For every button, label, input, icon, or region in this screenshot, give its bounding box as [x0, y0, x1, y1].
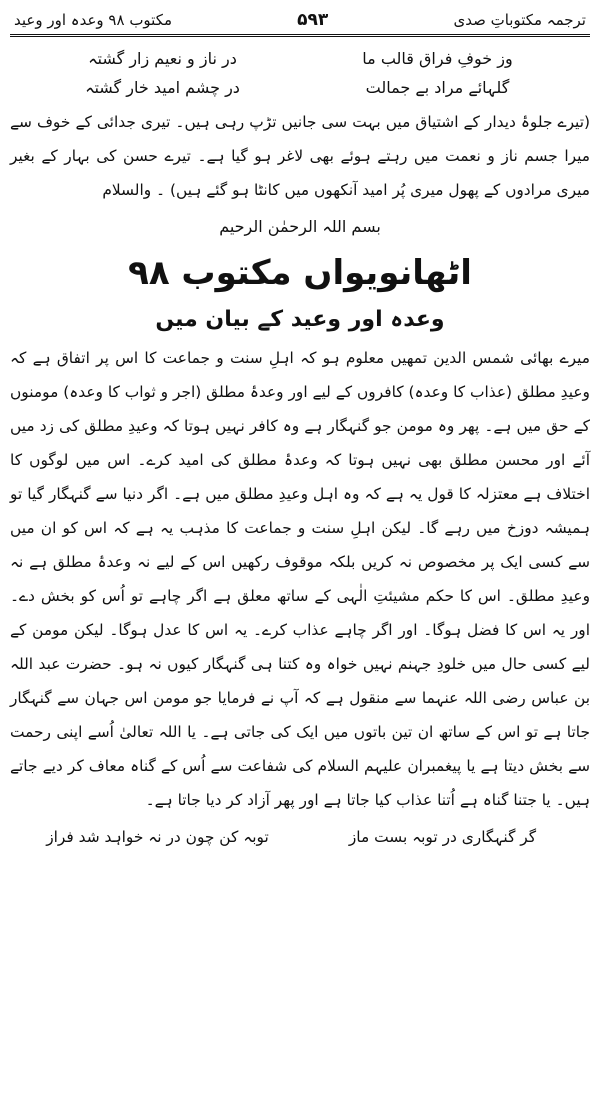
page-number: ۵۹۳ [297, 10, 329, 30]
couplet-line: وز خوفِ فراق قالب ما [362, 49, 513, 68]
couplet-line: در چشم امید خار گشتہ [85, 78, 240, 97]
running-header [10, 6, 590, 37]
closing-couplet [30, 821, 570, 853]
bismillah: بسم اللہ الرحمٰن الرحیم [219, 217, 381, 236]
persian-couplet [40, 49, 560, 97]
couplet-line: گلہائے مراد بے جمالت [365, 78, 510, 97]
header-chapter-title: مکتوب ۹۸ وعدہ اور وعید [14, 11, 173, 29]
closing-line: گر گنہگاری در توبہ بست ماز [348, 828, 537, 846]
closing-line: توبہ کن چون در نہ خواہد شد فراز [46, 828, 269, 846]
couplet-translation: (تیرے جلوۂ دیدار کے اشتیاق میں بہت سی جانیں تڑپ رہی ہیں۔ تیری جدائی کے خوف سے میرا جسم ناز و نعمت میں رہتے ہوئے بھی لاغر ہو گیا ہے۔ تیرے حسن کی بہار کے بغیر میری مرادوں کے پھول میری پُر امید آنکھوں میں کانٹا ہو گئے ہیں) ۔ والسلام [10, 113, 590, 199]
letter-subtitle: وعدہ اور وعید کے بیان میں [155, 307, 445, 332]
header-book-title: ترجمہ مکتوباتِ صدی [453, 11, 586, 29]
letter-body: میرے بھائی شمس الدین تمھیں معلوم ہو کہ اہلِ سنت و جماعت کا اس پر اتفاق ہے کہ وعیدِ مطلق (عذاب کا وعدہ) کافروں کے لیے اور وعدۂ مطلق (اجر و ثواب کا وعدہ) مومنوں کے حق میں ہے۔ پھر وہ مومن جو گنہگار ہے وہ کافر نہیں ہوتا کہ وعیدِ مطلق کی زد میں آئے اور محسن مطلق بھی نہیں ہوتا کہ وعدۂ مطلق کی امید کرے۔ اس میں لوگوں کا اختلاف ہے معتزلہ کا قول یہ ہے کہ وہ اہل وعیدِ مطلق میں ہے۔ اگر دنیا سے گنہگار گیا تو ہمیشہ دوزخ میں رہے گا۔ لیکن اہلِ سنت و جماعت کا مذہب یہ ہے کہ اس کو ان میں سے کسی ایک پر مخصوص نہ کریں بلکہ موقوف رکھیں اس کے لیے نہ وعدۂ مطلق ہے نہ وعیدِ مطلق۔ اس کا حکم مشیئتِ الٰہی کے ساتھ معلق ہے اگر چاہے تو اُس کو بخش دے۔ اور یہ اس کا فضل ہوگا۔ اور اگر چاہے عذاب کرے۔ یہ اس کا عدل ہوگا۔ لیکن مومن کے لیے کسی حال میں خلودِ جہنم نہیں خواہ وہ کتنا ہی گنہگار کیوں نہ ہو۔ حضرت عبد اللہ بن عباس رضی اللہ عنہما سے منقول ہے کہ آپ نے فرمایا جو مومن اس جہان سے گنہگار جاتا ہے تو اس کے ساتھ ان تین باتوں میں ایک کی جاتی ہے۔ یا اللہ تعالیٰ اُسے اپنی رحمت سے بخش دیتا ہے یا پیغمبران علیہم السلام کی شفاعت سے اُس کے گناہ معاف کر دیے جاتے ہیں۔ یا جتنا گناہ ہے اُتنا عذاب کیا جاتا ہے اور پھر آزاد کر دیا جاتا ہے۔ [10, 349, 590, 809]
couplet-line: در ناز و نعیم زار گشتہ [88, 49, 237, 68]
letter-title: اٹھانویواں مکتوب ۹۸ [128, 253, 472, 293]
